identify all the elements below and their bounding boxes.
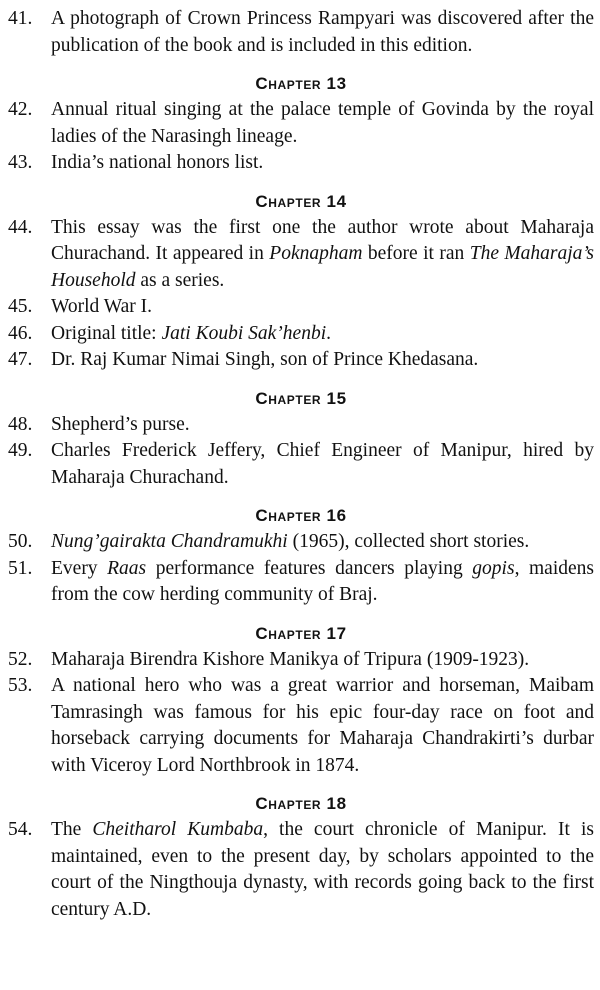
- text-run: World War I.: [51, 296, 153, 317]
- endnote-text: [51, 529, 594, 556]
- chapter-heading: Chapter 18: [255, 794, 347, 813]
- endnote-number: 44.: [8, 216, 33, 238]
- endnote-number: 54.: [8, 819, 33, 840]
- endnote: [8, 556, 594, 609]
- endnote: [8, 347, 594, 374]
- text-run: Shepherd’s purse.: [51, 413, 190, 435]
- italic-title: gopis: [472, 557, 515, 579]
- text-run: Charles Frederick Jeffery, Chief Engineer of Manipur, hired by Maharaja Churachand.: [51, 440, 594, 488]
- italic-title: The Maharaja’s Household: [51, 243, 594, 291]
- endnote-text: [51, 321, 594, 348]
- endnote-number: 43.: [8, 152, 33, 173]
- text-run: (1965), collected short stories.: [287, 531, 530, 552]
- endnote-number: 49.: [8, 440, 33, 461]
- text-run: A photograph of Crown Princess Rampyari was discovered after the publication of the book and is included in this edition.: [51, 8, 594, 56]
- italic-title: Jati Koubi Sak’henbi: [161, 322, 327, 344]
- endnote-text: [51, 97, 594, 150]
- endnotes-page: [8, 6, 594, 923]
- endnote: [8, 647, 594, 674]
- endnote: [8, 438, 594, 491]
- text-run: , maidens from the cow herding community of Braj.: [51, 557, 594, 605]
- endnote: [8, 294, 594, 321]
- text-run: .: [326, 322, 331, 344]
- text-run: , the court chronicle of Manipur. It is maintained, even to the present day, by scholars appointed to the court of the Ningthouja dynasty, with records going back to the first century A.D.: [51, 819, 594, 920]
- endnote: [8, 215, 594, 295]
- endnote: [8, 321, 594, 348]
- italic-title: Poknapham: [269, 243, 363, 264]
- endnote: [8, 6, 594, 59]
- italic-title: Raas: [107, 557, 147, 579]
- text-run: This essay was the first one the author wrote about Maharaja Churachand. It appeared in: [51, 216, 594, 264]
- endnote-text: [51, 817, 594, 923]
- italic-title: Nung’gairakta Chandramukhi: [51, 531, 288, 552]
- endnote-number: 53.: [8, 675, 33, 696]
- text-run: Original title:: [51, 322, 162, 344]
- endnote-text: [51, 150, 594, 177]
- endnote-number: 50.: [8, 531, 33, 552]
- endnote: [8, 817, 594, 923]
- endnote-text: [51, 673, 594, 779]
- endnote: [8, 412, 594, 439]
- endnote: [8, 150, 594, 177]
- endnote-number: 45.: [8, 296, 33, 317]
- text-run: before it ran: [362, 243, 470, 264]
- endnote: [8, 673, 594, 779]
- endnote-number: 48.: [8, 413, 33, 435]
- chapter-heading: Chapter 15: [255, 388, 347, 408]
- text-run: India’s national honors list.: [51, 152, 264, 173]
- text-run: Every: [51, 557, 108, 579]
- endnote-text: [51, 294, 594, 321]
- chapter-heading: Chapter 16: [255, 506, 347, 525]
- chapter-heading: Chapter 14: [255, 191, 347, 211]
- text-run: Dr. Raj Kumar Nimai Singh, son of Prince Khedasana.: [51, 349, 479, 370]
- endnote-text: [51, 6, 594, 59]
- endnote-number: 46.: [8, 322, 33, 344]
- endnote: [8, 97, 594, 150]
- italic-title: Cheitharol Kumbaba: [92, 819, 264, 840]
- text-run: Annual ritual singing at the palace temple of Govinda by the royal ladies of the Narasingh lineage.: [51, 99, 594, 147]
- endnote-text: [51, 556, 594, 609]
- endnote-number: 41.: [8, 8, 33, 29]
- endnote: [8, 529, 594, 556]
- text-run: The: [51, 819, 93, 840]
- endnote-number: 51.: [8, 557, 33, 579]
- endnote-text: [51, 412, 594, 439]
- endnote-text: [51, 438, 594, 491]
- endnote-number: 42.: [8, 99, 33, 120]
- endnote-number: 52.: [8, 648, 33, 670]
- endnote-number: 47.: [8, 349, 33, 370]
- text-run: A national hero who was a great warrior and horseman, Maibam Tamrasingh was famous for his epic four-day race on foot and horseback carrying documents for Maharaja Chandrakirti’s durbar with Viceroy Lord Northbrook in 1874.: [51, 675, 594, 776]
- chapter-heading: Chapter 13: [255, 74, 347, 93]
- text-run: as a series.: [135, 269, 225, 291]
- endnote-text: [51, 647, 594, 674]
- endnote-text: [51, 215, 594, 295]
- endnote-text: [51, 347, 594, 374]
- text-run: performance features dancers playing: [146, 557, 473, 579]
- text-run: Maharaja Birendra Kishore Manikya of Tripura (1909-1923).: [51, 648, 530, 670]
- chapter-heading: Chapter 17: [255, 623, 347, 643]
